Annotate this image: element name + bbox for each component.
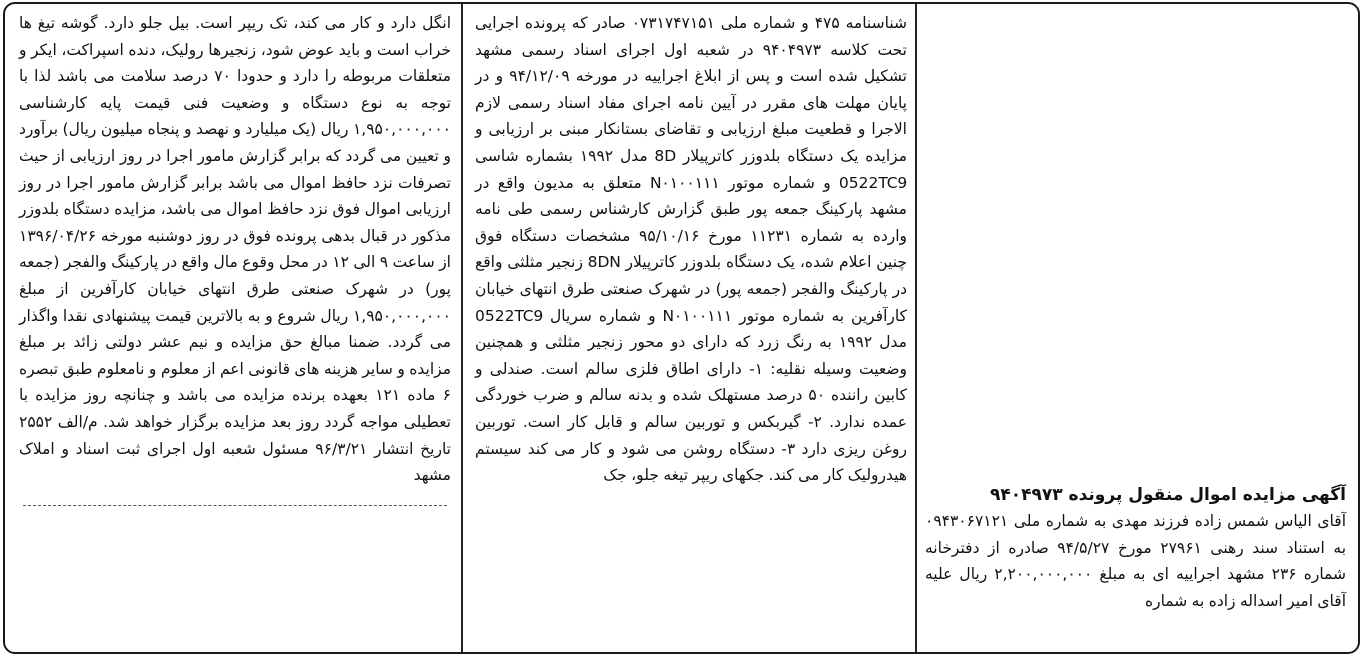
notice-text-left: انگل دارد و کار می کند، تک ریپر است. بیل جلو دارد. گوشه تیغ ها خراب است و باید عوض شود، زنجیرها رولیک، دنده اسپراکت، ایکر و متعلقات مربوطه را دارد و حدودا ۷۰ درصد سلامت می باشد لذا با توجه به نوع دستگاه و وضعیت فنی قیمت پایه کارشناسی ۱,۹۵۰,۰۰۰,۰۰۰ ریال (یک میلیارد و نهصد و پنجاه میلیون ریال) برآورد و تعیین می گردد که برابر گزارش مامور اجرا در روز ارزیابی از حیث تصرفات نزد حافظ اموال می باشد برابر گزارش مامور اجرا در روز ارزیابی اموال فوق نزد حافظ اموال می باشد، مزایده دستگاه بلدوزر مذکور در قبال بدهی پرونده فوق در روز دوشنبه مورخه ۱۳۹۶/۰۴/۲۶ از ساعت ۹ الی ۱۲ در محل وقوع مال واقع در پارکینگ والفجر (جمعه پور) در شهرک صنعتی طرق انتهای خیابان کارآفرین از مبلغ ۱,۹۵۰,۰۰۰,۰۰۰ ریال شروع و به بالاترین قیمت پیشنهادی نقدا واگذار می گردد. ضمنا مبالغ حق مزایده و نیم عشر دولتی زائد بر مبلغ مزایده و سایر هزینه های قانونی اعم از معلوم و نامعلوم طبق تبصره ۶ ماده ۱۲۱ بعهده برنده مزایده می باشد و چنانچه روز مزایده با تعطیلی مواجه گردد روز بعد مزایده برگزار خواهد شد. م/الف ۲۵۵۲ تاریخ انتشار ۹۶/۳/۲۱ مسئول شعبه اول اجرای ثبت اسناد و املاک مشهد bbox=[19, 14, 451, 485]
notice-frame bbox=[3, 2, 1360, 654]
notice-title: آگهی مزایده اموال منقول پرونده ۹۴۰۴۹۷۳ bbox=[990, 485, 1346, 505]
notice-column-middle bbox=[463, 4, 915, 652]
notice-header-block bbox=[925, 482, 1346, 614]
notice-column-left bbox=[5, 4, 461, 652]
notice-column-right bbox=[917, 4, 1358, 652]
dashed-separator bbox=[23, 505, 447, 506]
notice-text-middle: شناسنامه ۴۷۵ و شماره ملی ۰۷۳۱۷۴۷۱۵۱ صادر که پرونده اجرایی تحت کلاسه ۹۴۰۴۹۷۳ در شعبه اول اجرای اسناد رسمی مشهد تشکیل شده است و پس از ابلاغ اجراییه در مورخه ۹۴/۱۲/۰۹ و در پایان مهلت های مقرر در آیین نامه اجرای مفاد اسناد رسمی لازم الاجرا و قطعیت مبلغ ارزیابی و تقاضای بستانکار مبنی بر ارزیابی و مزایده یک دستگاه بلدوزر کاترپیلار 8D مدل ۱۹۹۲ بشماره شاسی 0522TC9 و شماره موتور N۰۱۰۰۱۱۱ متعلق به مدیون واقع در مشهد پارکینگ جمعه پور طبق گزارش کارشناس رسمی طی نامه وارده به شماره ۱۱۲۳۱ مورخ ۹۵/۱۰/۱۶ مشخصات دستگاه فوق چنین اعلام شده، یک دستگاه بلدوزر کاترپیلار 8DN زنجیر مثلثی واقع در پارکینگ والفجر (جمعه پور) در شهرک صنعتی طرق انتهای خیابان کارآفرین به شماره موتور N۰۱۰۰۱۱۱ و شماره سریال 0522TC9 مدل ۱۹۹۲ به رنگ زرد که دارای دو محور زنجیر مثلثی و همچنین وضعیت وسیله نقلیه: ۱- دارای اطاق فلزی سالم است. صندلی و کابین راننده ۵۰ درصد مستهلک شده و بدنه سالم و ضرب خوردگی عمده ندارد. ۲- گیربکس و توربین سالم و قابل کار است. توربین روغن ریزی دارد ۳- دستگاه روشن می شود و کار می کند سیستم هیدرولیک کار می کند. جکهای ریپر تیغه جلو، جک bbox=[475, 14, 908, 485]
notice-text-right: آقای الیاس شمس زاده فرزند مهدی به شماره ملی ۰۹۴۳۰۶۷۱۲۱ به استناد سند رهنی ۲۷۹۶۱ مورخ ۹۴/۵/۲۷ صادره از دفترخانه شماره ۲۳۶ مشهد اجراییه ای به مبلغ ۲,۲۰۰,۰۰۰,۰۰۰ ریال علیه آقای امیر اسداله زاده به شماره bbox=[925, 512, 1347, 610]
